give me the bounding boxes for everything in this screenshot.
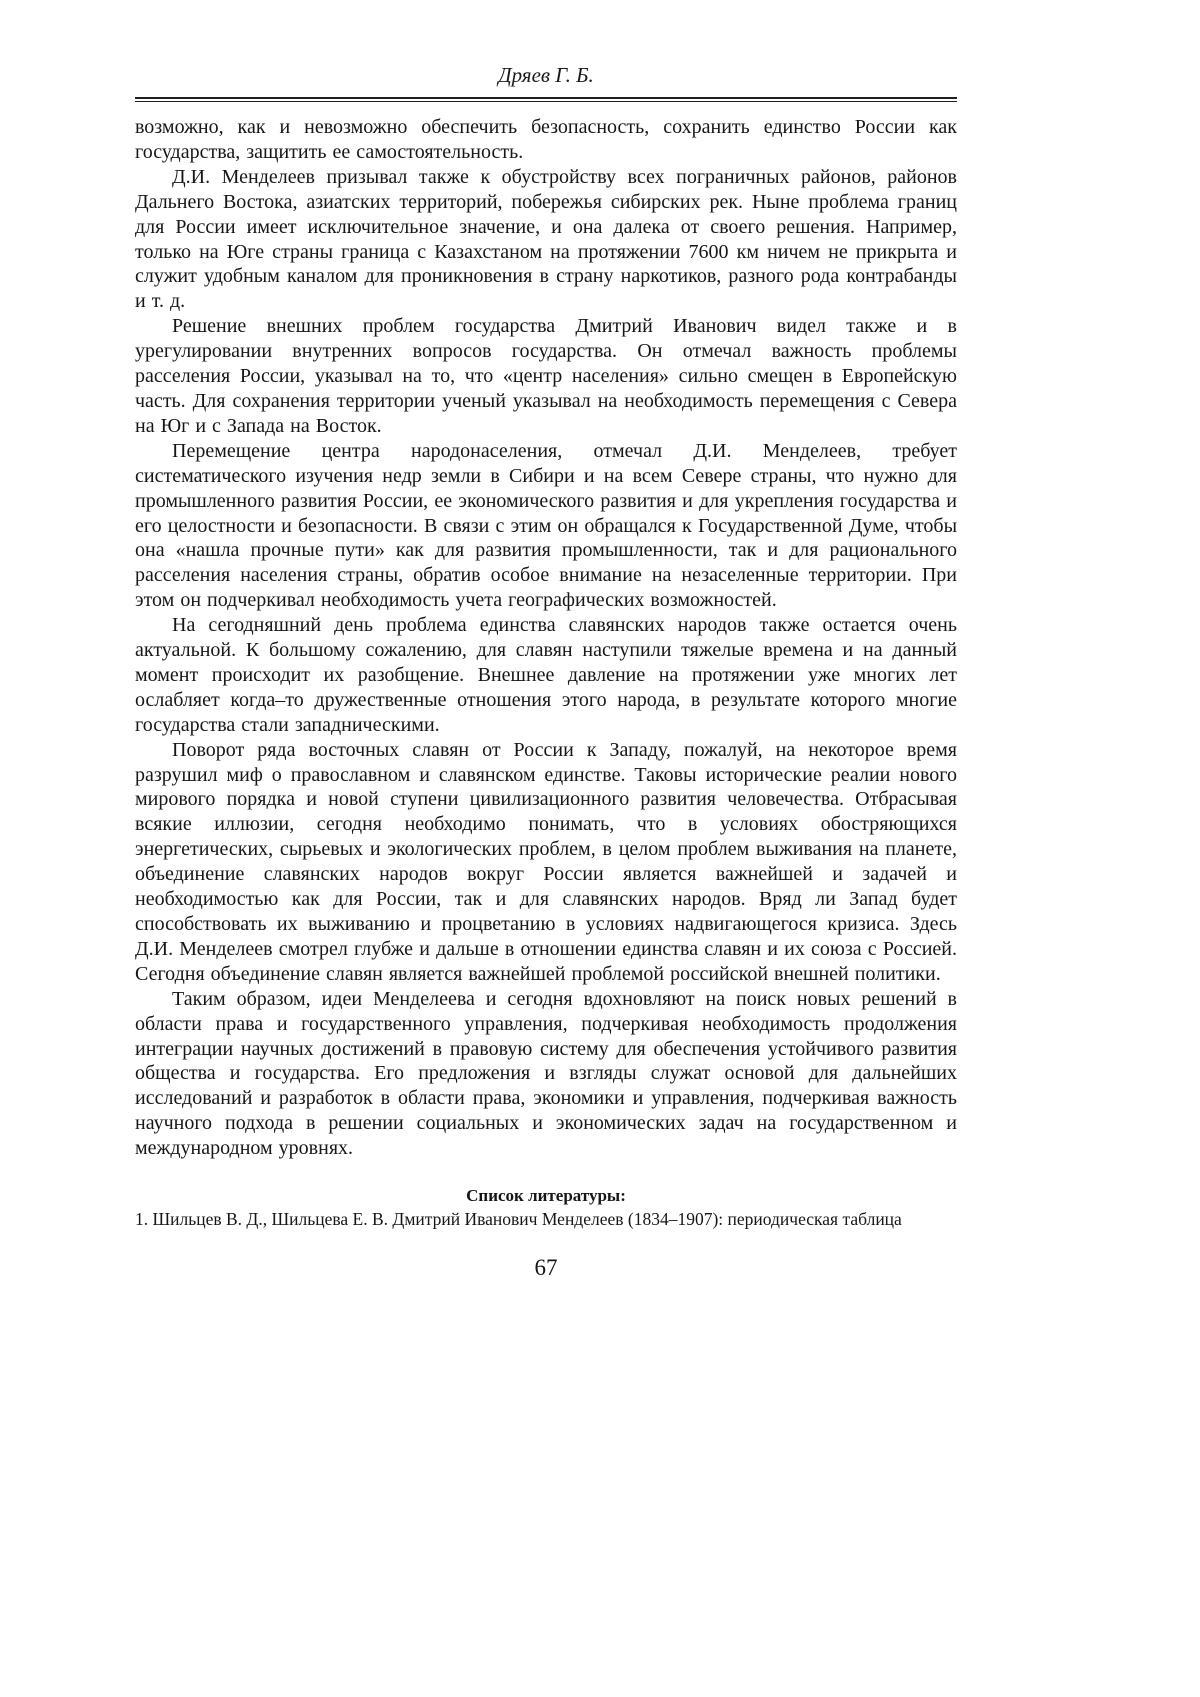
paragraph: возможно, как и невозможно обеспечить безопасность, сохранить единство России как государства, защитить ее самостоятельность.: [135, 116, 957, 163]
article-body: [135, 115, 957, 1161]
references-heading: Список литературы:: [466, 1186, 626, 1206]
paragraph: Решение внешних проблем государства Дмитрий Иванович видел также и в урегулировании внутренних вопросов государства. Он отмечал важность проблемы расселения России, указывал на то, что «центр населения» сильно смещен в Европейскую часть. Для сохранения территории ученый указывал на необходимость перемещения с Севера на Юг и с Запада на Восток.: [135, 315, 957, 437]
paragraph: Таким образом, идеи Менделеева и сегодня вдохновляют на поиск новых решений в области права и государственного управления, подчеркивая необходимость продолжения интеграции научных достижений в правовую систему для обеспечения устойчивого развития общества и государства. Его предложения и взгляды служат основой для дальнейших исследований и разработок в области права, экономики и управления, подчеркивая важность научного подхода в решении социальных и экономических задач на государственном и международном уровнях.: [135, 987, 957, 1160]
paragraph: Д.И. Менделеев призывал также к обустройству всех пограничных районов, районов Дальнего Востока, азиатских территорий, побережья сибирских рек. Ныне проблема границ для России имеет исключительное значение, и она далека от своего решения. Например, только на Юге страны граница с Казахстаном на протяжении 7600 км ничем не прикрыта и служит удобным каналом для проникновения в страну наркотиков, разного рода контрабанды и т. д.: [135, 165, 957, 313]
references-section: [135, 1185, 957, 1230]
reference-item: 1. Шильцев В. Д., Шильцева Е. В. Дмитрий Иванович Менделеев (1834–1907): периодическая таблица: [135, 1209, 902, 1230]
page-number: 67: [534, 1255, 558, 1281]
paragraph: На сегодняшний день проблема единства славянских народов также остается очень актуальной. К большому сожалению, для славян наступили тяжелые времена и на данный момент происходит их разобщение. Внешнее давление на протяжении уже многих лет ослабляет когда–то дружественные отношения этого народа, в результате которого многие государства стали западническими.: [135, 614, 957, 736]
paragraph: Перемещение центра народонаселения, отмечал Д.И. Менделеев, требует систематического изучения недр земли в Сибири и на всем Севере страны, что нужно для промышленного развития России, ее экономического развития и для укрепления государства и его целостности и безопасности. В связи с этим он обращался к Государственной Думе, чтобы она «нашла прочные пути» как для развития промышленности, так и для рационального расселения населения страны, обратив особое внимание на незаселенные территории. При этом он подчеркивал необходимость учета географических возможностей.: [135, 439, 957, 612]
paragraph: Поворот ряда восточных славян от России к Западу, пожалуй, на некоторое время разрушил миф о православном и славянском единстве. Таковы исторические реалии нового мирового порядка и новой ступени цивилизационного развития человечества. Отбрасывая всякие иллюзии, сегодня необходимо понимать, что в условиях обостряющихся энергетических, сырьевых и экологических проблем, в целом проблем выживания на планете, объединение славянских народов вокруг России является важнейшей и задачей и необходимостью как для России, так и для славянских народов. Вряд ли Запад будет способствовать их выживанию и процветанию в условиях надвигающегося кризиса. Здесь Д.И. Менделеев смотрел глубже и дальше в отношении единства славян и их союза с Россией. Сегодня объединение славян является важнейшей проблемой российской внешней политики.: [135, 738, 957, 985]
running-head: Дряев Г. Б.: [498, 63, 594, 87]
header-double-rule: [135, 97, 957, 102]
document-page: [135, 0, 957, 1697]
